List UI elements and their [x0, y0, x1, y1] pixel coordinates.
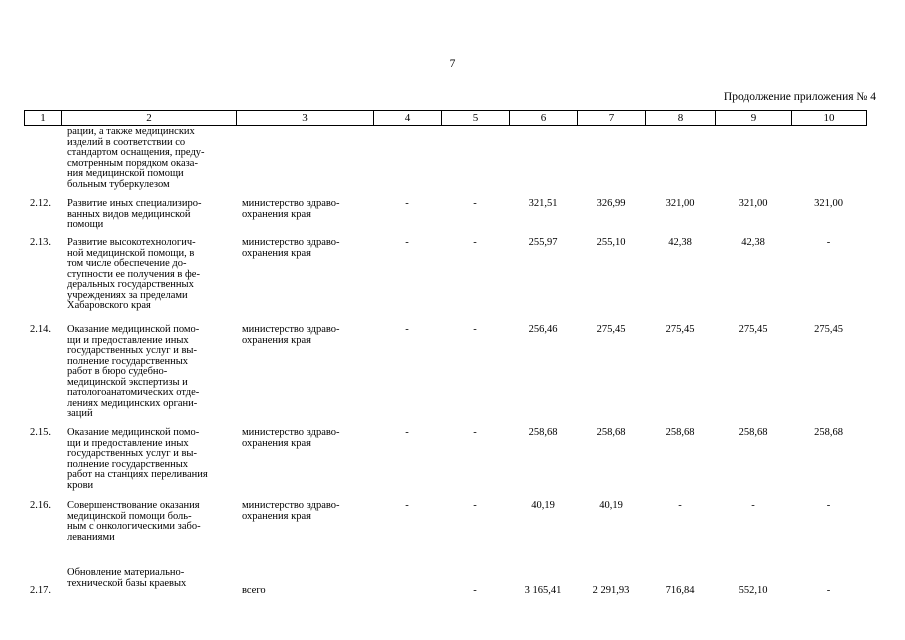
- column-header: 10: [792, 111, 867, 126]
- value-col10: 258,68: [814, 427, 843, 438]
- continuation-title: Продолжение приложения № 4: [723, 91, 876, 103]
- text-line: крови: [67, 479, 94, 491]
- row-number: 2.15.: [30, 427, 51, 438]
- activity-name: [67, 325, 237, 420]
- value-col9: 42,38: [741, 237, 765, 248]
- executor: [242, 428, 372, 449]
- executor: [242, 501, 372, 522]
- text-line: охранения края: [242, 510, 311, 522]
- column-header: 5: [442, 111, 510, 126]
- value-col5: -: [473, 500, 477, 511]
- value-col10: 275,45: [814, 324, 843, 335]
- text-line: работ в бюро судебно-: [67, 366, 168, 377]
- text-line: стандартом оснащения, преду-: [67, 147, 205, 158]
- value-col6: 256,46: [528, 324, 558, 335]
- value-col7: 258,68: [596, 427, 626, 438]
- text-line: щи и предоставление иных: [67, 437, 189, 449]
- value-col8: 258,68: [665, 427, 695, 438]
- text-line: охранения края: [242, 334, 311, 346]
- column-header-table: [24, 110, 867, 126]
- value-col4: -: [405, 198, 409, 209]
- value-col8: 716,84: [665, 585, 695, 596]
- column-header-row: [25, 111, 867, 126]
- text-line: всего: [242, 585, 266, 596]
- text-line: Обновление материально-: [67, 567, 185, 578]
- activity-name: [67, 428, 237, 491]
- activity-name: [67, 199, 237, 231]
- text-line: медицинской экспертизы и: [67, 376, 188, 388]
- activity-name: [67, 238, 237, 312]
- page-number: 7: [449, 58, 456, 70]
- text-line: рации, а также медицинских: [67, 126, 195, 137]
- value-col9: 321,00: [738, 198, 768, 209]
- text-line: охранения края: [242, 208, 311, 220]
- activity-name: [67, 568, 237, 589]
- text-line: изделий в соответствии со: [67, 136, 186, 148]
- value-col8: 42,38: [668, 237, 692, 248]
- value-col7: 255,10: [596, 237, 626, 248]
- text-line: министерство здраво-: [242, 237, 340, 248]
- column-header: 8: [646, 111, 716, 126]
- executor: [242, 325, 372, 346]
- text-line: помощи: [67, 219, 104, 230]
- text-line: ния медицинской помощи: [67, 168, 184, 179]
- text-line: Оказание медицинской помо-: [67, 427, 200, 438]
- text-line: министерство здраво-: [242, 427, 340, 438]
- text-line: заций: [67, 408, 93, 419]
- column-header: 7: [578, 111, 646, 126]
- text-line: ной медицинской помощи, в: [67, 247, 195, 259]
- text-line: Оказание медицинской помо-: [67, 324, 200, 335]
- text-line: государственных услуг и вы-: [67, 345, 197, 356]
- value-col4: -: [405, 427, 409, 438]
- text-line: деральных государственных: [67, 279, 194, 290]
- text-line: леваниями: [67, 531, 115, 543]
- text-line: щи и предоставление иных: [67, 334, 189, 346]
- value-col5: -: [473, 585, 477, 596]
- value-col9: -: [751, 500, 755, 511]
- row-number: 2.17.: [30, 585, 51, 596]
- value-col4: -: [405, 237, 409, 248]
- value-col7: 275,45: [596, 324, 626, 335]
- text-line: Хабаровского края: [67, 300, 151, 311]
- row-number: 2.12.: [30, 198, 51, 209]
- value-col9: 552,10: [738, 585, 768, 596]
- text-line: полнение государственных: [67, 458, 189, 470]
- text-line: технической базы краевых: [67, 577, 187, 589]
- value-col10: -: [826, 585, 831, 596]
- text-line: полнение государственных: [67, 355, 189, 367]
- text-line: охранения края: [242, 247, 311, 259]
- text-line: больным туберкулезом: [67, 178, 170, 190]
- text-line: министерство здраво-: [242, 500, 340, 511]
- text-line: государственных услуг и вы-: [67, 448, 197, 459]
- text-line: Развитие иных специализиро-: [67, 198, 202, 209]
- text-line: ванных видов медицинской: [67, 208, 191, 220]
- value-col7: 2 291,93: [592, 585, 630, 596]
- text-line: охранения края: [242, 437, 311, 449]
- value-col6: 321,51: [528, 198, 558, 209]
- executor: [242, 199, 372, 220]
- text-line: Совершенствование оказания: [67, 500, 200, 511]
- text-line: министерство здраво-: [242, 198, 340, 209]
- text-line: патологоанатомических отде-: [67, 387, 200, 398]
- text-line: ным с онкологическими забо-: [67, 521, 201, 532]
- text-line: том числе обеспечение до-: [67, 258, 187, 269]
- value-col9: 275,45: [738, 324, 768, 335]
- text-line: учреждениях за пределами: [67, 289, 188, 301]
- value-col10: -: [826, 500, 831, 511]
- text-line: работ на станциях переливания: [67, 469, 208, 480]
- column-header: 2: [62, 111, 237, 126]
- row-number: 2.13.: [30, 237, 51, 248]
- value-col9: 258,68: [738, 427, 768, 438]
- executor: [242, 238, 372, 259]
- column-header: 4: [374, 111, 442, 126]
- text-line: смотренным порядком оказа-: [67, 157, 198, 169]
- value-col10: 321,00: [814, 198, 843, 209]
- row-number: 2.16.: [30, 500, 51, 511]
- value-col4: -: [405, 500, 409, 511]
- value-col8: -: [678, 500, 682, 511]
- value-col8: 321,00: [665, 198, 695, 209]
- value-col7: 40,19: [599, 500, 623, 511]
- value-col8: 275,45: [665, 324, 695, 335]
- value-col5: -: [473, 198, 477, 209]
- value-col4: -: [405, 324, 409, 335]
- column-header: 3: [237, 111, 374, 126]
- column-header: 6: [510, 111, 578, 126]
- value-col6: 255,97: [528, 237, 558, 248]
- value-col6: 258,68: [528, 427, 558, 438]
- value-col5: -: [473, 237, 477, 248]
- text-line: Развитие высокотехнологич-: [67, 237, 196, 248]
- column-header: 9: [716, 111, 792, 126]
- value-col7: 326,99: [596, 198, 626, 209]
- row-number: 2.14.: [30, 324, 51, 335]
- continued-text: [67, 127, 237, 190]
- value-col5: -: [473, 324, 477, 335]
- value-col6: 3 165,41: [524, 585, 562, 596]
- value-col10: -: [826, 237, 831, 248]
- text-line: министерство здраво-: [242, 324, 340, 335]
- text-line: лениях медицинских органи-: [67, 397, 198, 409]
- executor: [242, 586, 372, 597]
- value-col6: 40,19: [531, 500, 555, 511]
- text-line: ступности ее получения в фе-: [67, 268, 200, 280]
- activity-name: [67, 501, 237, 543]
- value-col5: -: [473, 427, 477, 438]
- text-line: медицинской помощи боль-: [67, 510, 192, 522]
- column-header: 1: [25, 111, 62, 126]
